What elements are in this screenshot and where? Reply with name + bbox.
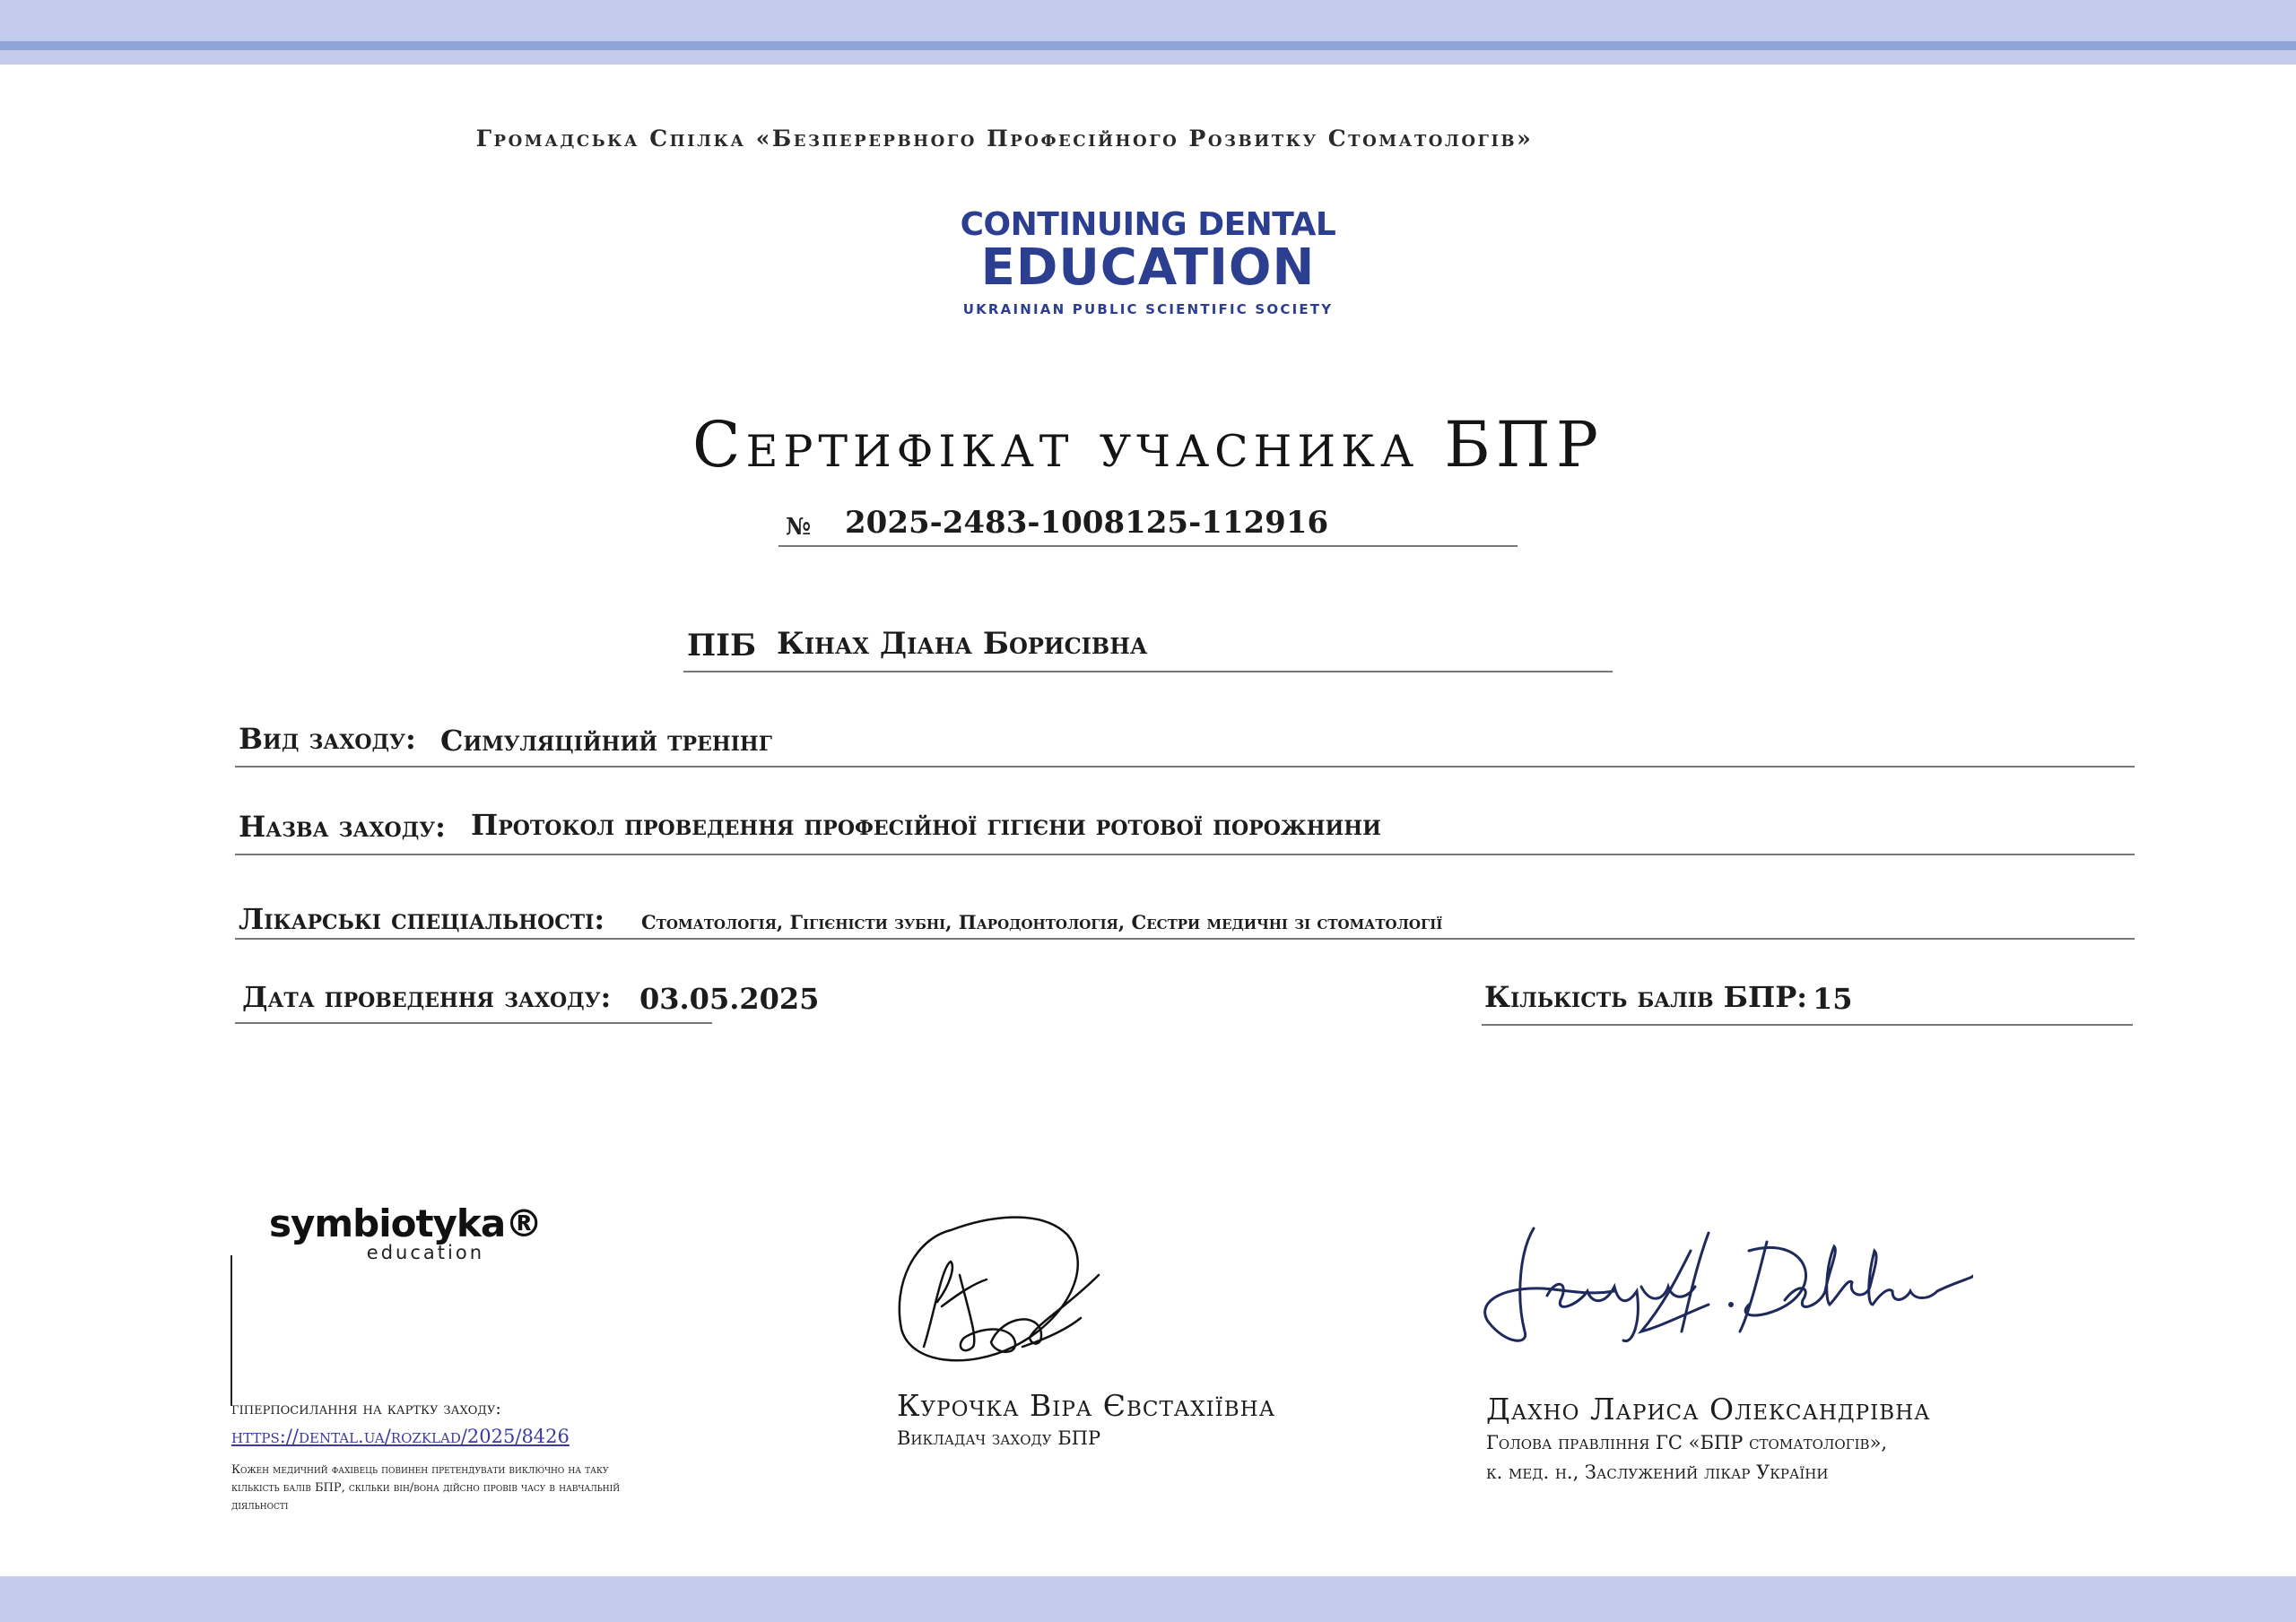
signature-dakhno — [1471, 1215, 1973, 1349]
signer2-role-line1: Голова правління ГС «БПР стоматологів», — [1486, 1432, 1888, 1453]
specialties-label: Лікарські спеціальності: — [239, 902, 605, 936]
specialties-value: Стоматологія, Гігієністи зубні, Пародонтологія, Сестри медичні зі стоматології — [641, 911, 1443, 933]
signer1-name: Курочка Віра Євстахіївна — [897, 1388, 1276, 1423]
top-band-stripe — [0, 41, 2296, 50]
cde-logo — [924, 208, 1372, 334]
bottom-band — [0, 1576, 2296, 1622]
event-date-value: 03.05.2025 — [639, 982, 820, 1016]
points-label: Кількість балів БПР: — [1484, 980, 1808, 1014]
event-type-label: Вид заходу: — [239, 722, 416, 756]
event-name-label: Назва заходу: — [239, 810, 446, 844]
signature-kurochka — [888, 1212, 1193, 1374]
points-underline — [1482, 1024, 2133, 1026]
disclaimer: Кожен медичний фахівець повинен претендувати виключно на таку кількість балів БПР, скільки він/вона дійсно провів часу в навчальній діяльності — [231, 1463, 621, 1513]
organization-header: Громадська Спілка «Безперервного Професійного Розвитку Стоматологів» — [475, 126, 1534, 152]
event-type-value: Симуляційний тренінг — [440, 724, 772, 758]
logo-line2: EDUCATION — [980, 239, 1316, 297]
signer2-name: Дахно Лариса Олександрівна — [1486, 1392, 1931, 1427]
event-date-underline — [235, 1022, 712, 1024]
event-name-value: Протокол проведення професійної гігієни ротової порожнини — [471, 808, 1381, 842]
certificate-number-underline — [778, 545, 1518, 547]
certificate-title: Сертифікат учасника БПР — [692, 408, 1604, 481]
symbiotyka-logo — [269, 1201, 543, 1263]
event-type-underline — [235, 766, 2135, 768]
certificate-number: 2025-2483-1008125-112916 — [845, 505, 1329, 541]
partner-name: symbiotyka® — [269, 1201, 543, 1245]
certificate-number-label: № — [786, 514, 812, 541]
logo-line3: UKRAINIAN PUBLIC SCIENTIFIC SOCIETY — [962, 301, 1334, 317]
link-label: гіперпосилання на картку заходу: — [231, 1399, 501, 1418]
partner-sub: education — [366, 1242, 484, 1263]
participant-label: ПІБ — [687, 628, 757, 664]
points-value: 15 — [1813, 982, 1853, 1016]
event-date-label: Дата проведення заходу: — [242, 980, 612, 1014]
signer2-role-line2: к. мед. н., Заслужений лікар України — [1486, 1462, 1829, 1483]
participant-underline — [683, 671, 1613, 672]
participant-name: Кінах Діана Борисівна — [777, 626, 1148, 662]
event-name-underline — [235, 854, 2135, 855]
vertical-divider — [230, 1255, 232, 1406]
event-card-link[interactable]: https://dental.ua/rozklad/2025/8426 — [231, 1426, 570, 1447]
signer1-role: Викладач заходу БПР — [897, 1427, 1101, 1449]
top-band — [0, 0, 2296, 65]
specialties-underline — [235, 938, 2135, 940]
logo-line1: CONTINUING DENTAL — [960, 206, 1336, 243]
